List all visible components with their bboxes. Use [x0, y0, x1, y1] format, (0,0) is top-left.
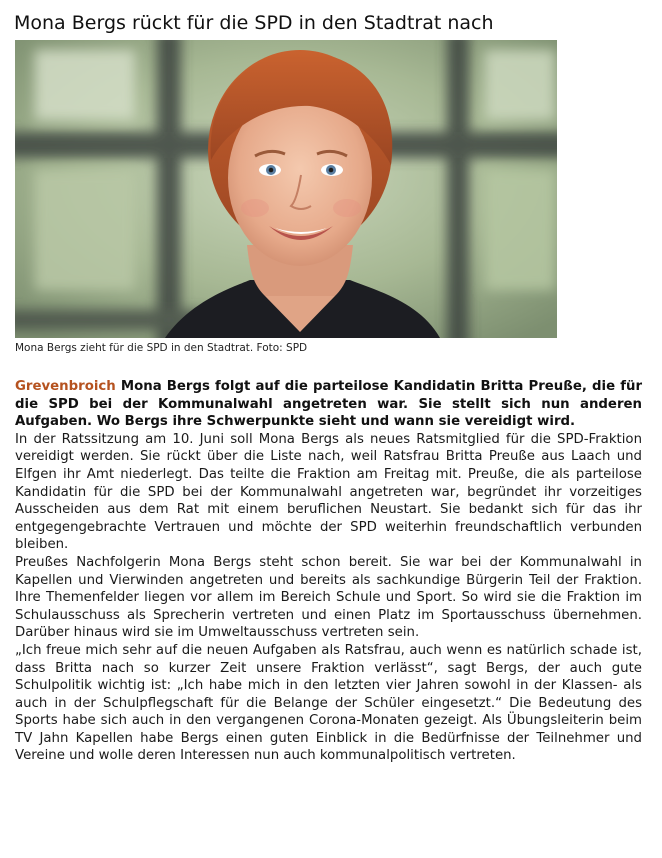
dateline: Grevenbroich	[15, 379, 116, 394]
article-paragraph: Preußes Nachfolgerin Mona Bergs steht schon bereit. Sie war bei der Kommunalwahl in Kapellen und Vierwinden angetreten und bereits als sachkundige Bürgerin Teil der Fraktion. Ihre Themenfelder liegen vor allem im Bereich Schule und Sport. So wird sie die Fraktion im Schulausschuss als Sprecherin vertreten und einen Platz im Sportausschuss übernehmen. Darüber hinaus wird sie im Umweltausschuss vertreten sein.	[15, 554, 642, 641]
photo-caption: Mona Bergs zieht für die SPD in den Stadtrat. Foto: SPD	[15, 342, 308, 354]
article-headline: Mona Bergs rückt für die SPD in den Stadtrat nach	[14, 12, 494, 34]
article-photo	[15, 40, 557, 338]
article-body	[15, 378, 642, 765]
lead-text: Mona Bergs folgt auf die parteilose Kandidatin Britta Preuße, die für die SPD bei der Kommunalwahl angetreten war. Sie stellt sich nun anderen Aufgaben. Wo Bergs ihre Schwerpunkte sieht und wann sie vereidigt wird.	[15, 379, 643, 430]
article-paragraph: „Ich freue mich sehr auf die neuen Aufgaben als Ratsfrau, auch wenn es natürlich schade ist, dass Britta nach so kurzer Zeit unsere Fraktion verlässt“, sagt Bergs, der auch gute Schulpolitik wichtig ist: „Ich habe mich in den letzten vier Jahren sowohl in der Klassen- als auch in der Schulpflegschaft für die Belange der Schüler eingesetzt.“ Die Bedeutung des Sports habe sich auch in den vergangenen Corona-Monaten gezeigt. Als Übungsleiterin beim TV Jahn Kapellen habe Bergs einen guten Einblick in die Bedürfnisse der Teilnehmer und Vereine und wolle deren Interessen nun auch kommunalpolitisch vertreten.	[15, 642, 642, 764]
article-paragraph: In der Ratssitzung am 10. Juni soll Mona Bergs als neues Ratsmitglied für die SPD-Fraktion vereidigt werden. Sie rückt über die Liste nach, weil Ratsfrau Britta Preuße aus Laach und Elfgen ihr Amt niederlegt. Das teilte die Fraktion am Freitag mit. Preuße, die als parteilose Kandidatin für die SPD bei der Kommunalwahl angetreten war, begründet ihr vorzeitiges Ausscheiden aus dem Rat mit einem beruflichen Neustart. Sie bedankt sich für das ihr entgegengebrachte Vertrauen und möchte der SPD weiterhin freundschaftlich verbunden bleiben.	[15, 431, 642, 553]
portrait-image	[15, 40, 557, 338]
article-lead	[15, 378, 642, 431]
